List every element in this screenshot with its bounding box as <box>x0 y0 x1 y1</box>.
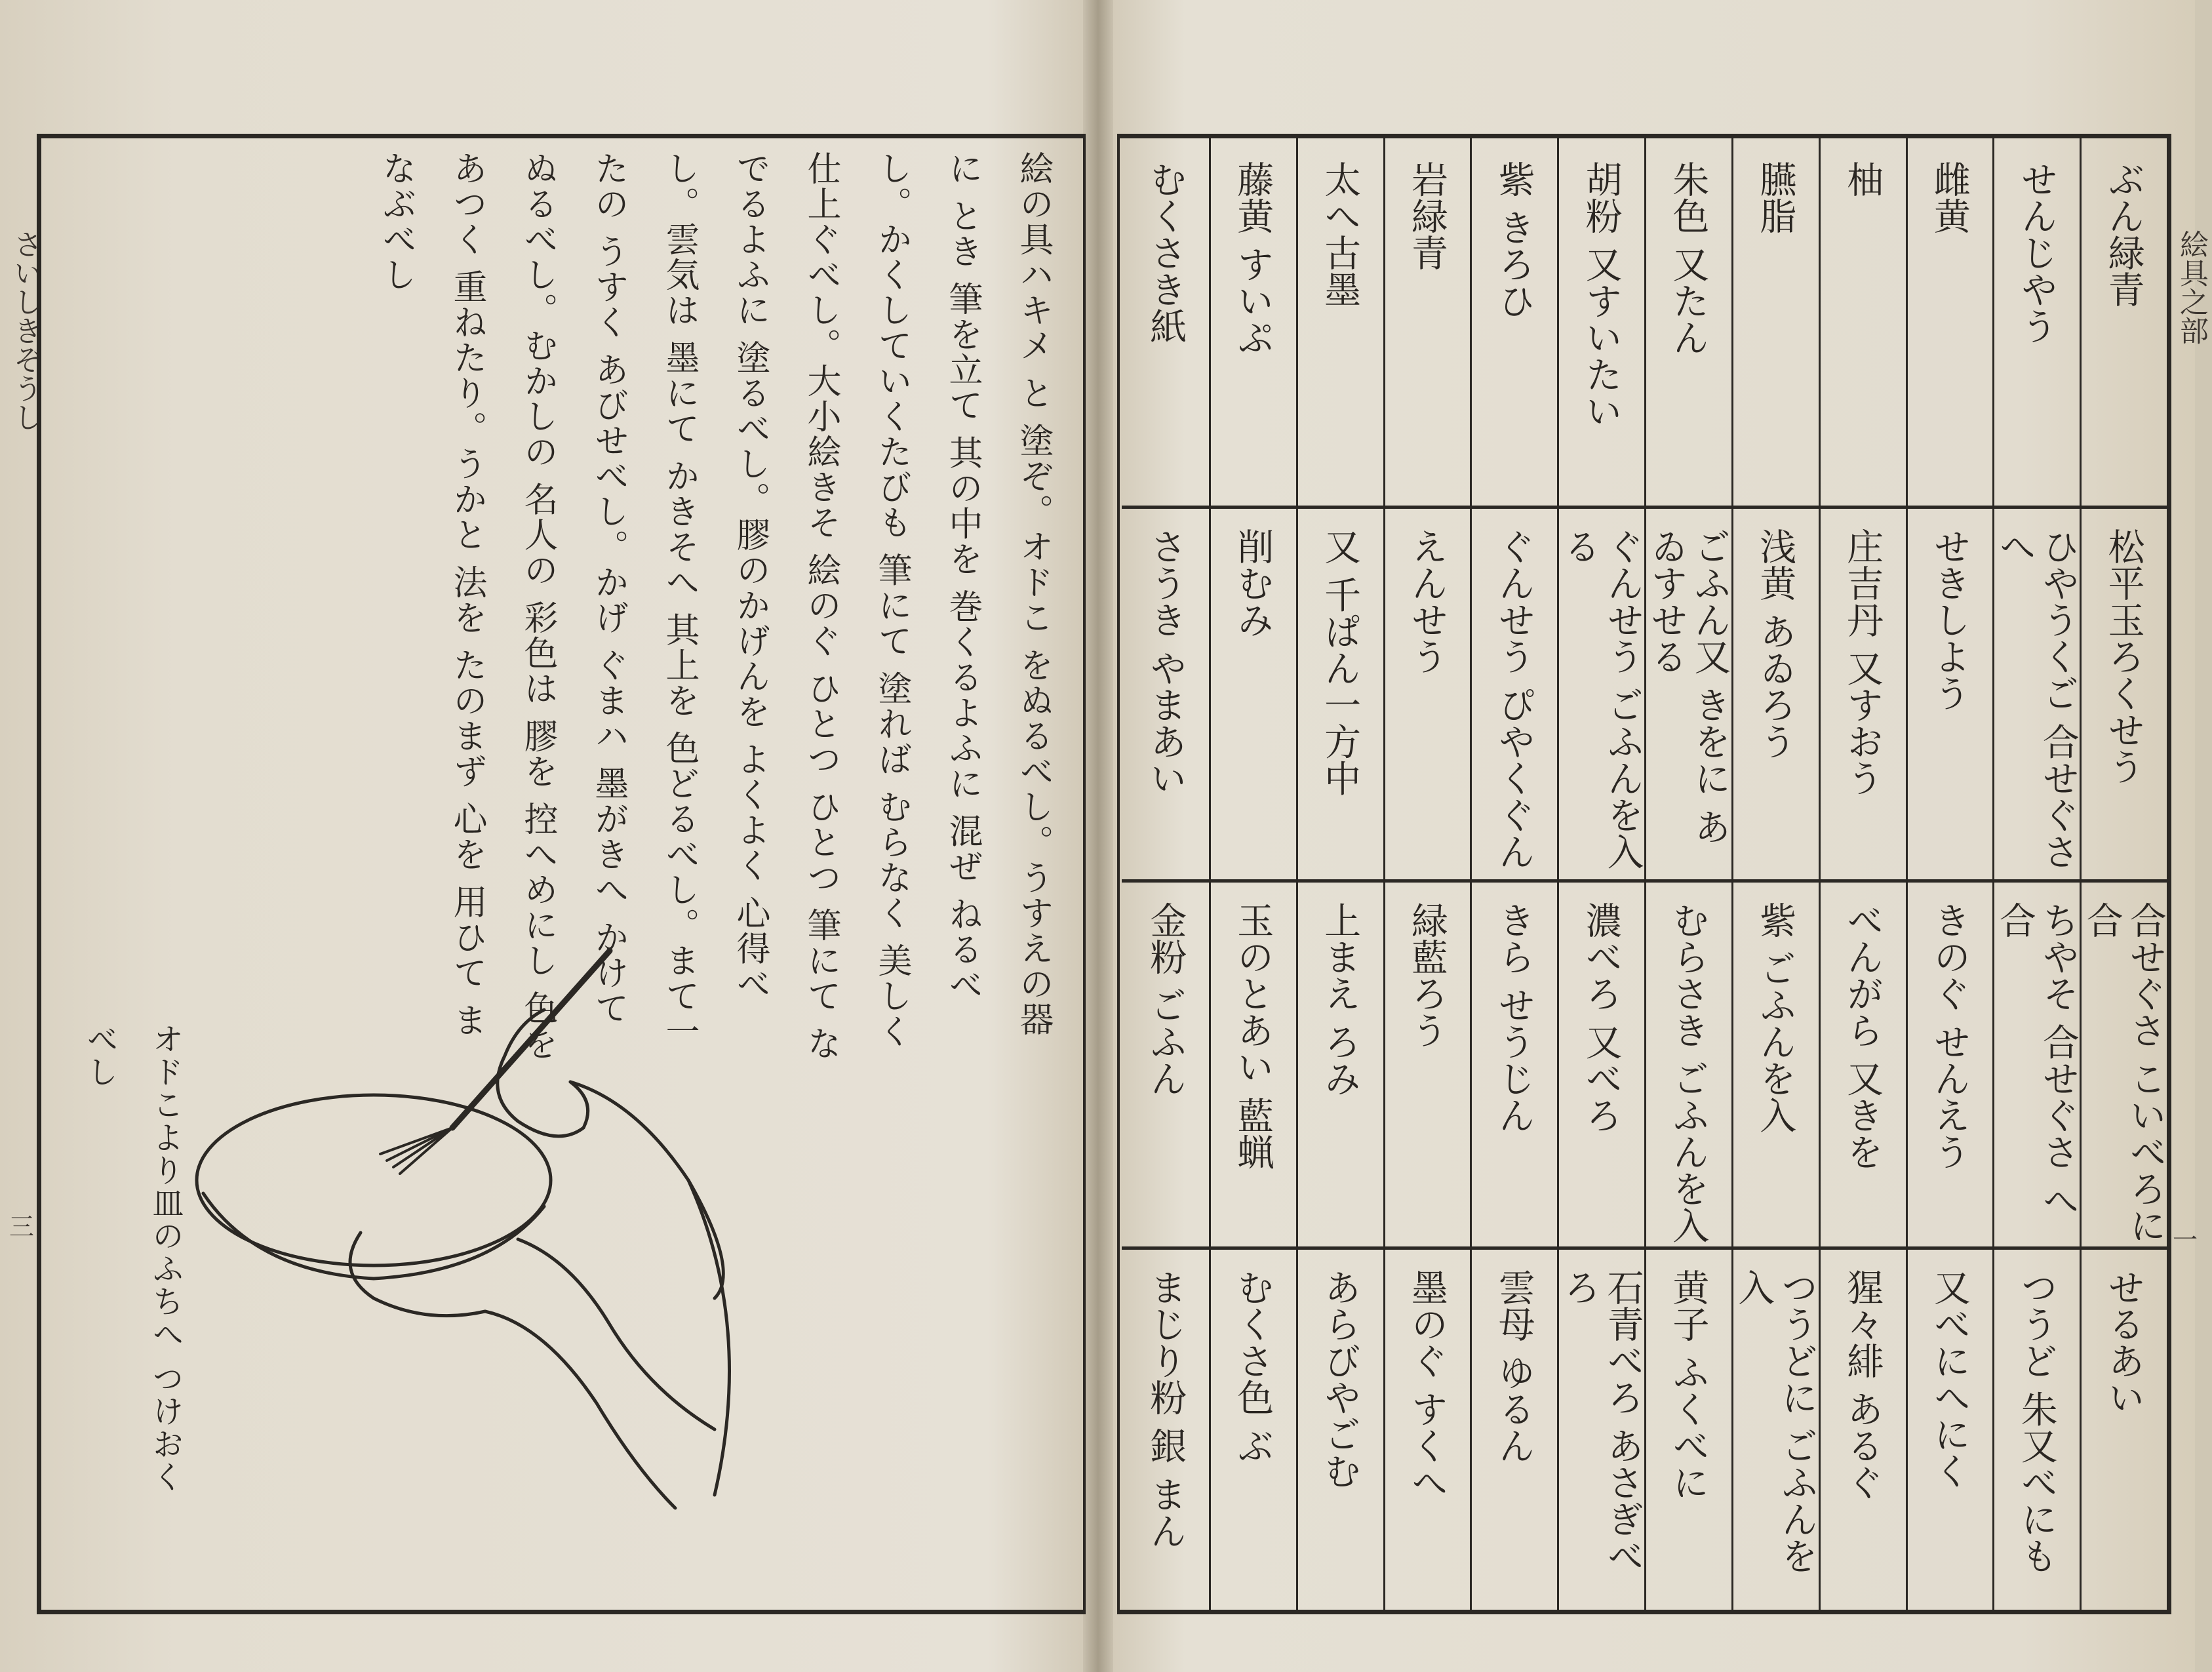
pigment-cell: 緑藍ろう <box>1405 902 1448 1048</box>
pigment-cell: 柚 <box>1841 161 1884 197</box>
pigment-cell: 石青べろ あさぎべろ <box>1558 1269 1644 1574</box>
pigment-cell: むらさき ごふんを入 <box>1667 902 1710 1244</box>
right-folio: 一 <box>2173 1225 2198 1254</box>
pigment-cell: 浅黄 あゐろう <box>1754 528 1797 760</box>
upper-sleeve <box>570 1082 723 1298</box>
pigment-cell: まじり粉 銀 まん <box>1144 1269 1187 1549</box>
pigment-cell: せんじやう <box>2015 161 2058 344</box>
pigment-cell: 松平玉ろくせう <box>2102 528 2145 785</box>
pigment-cell: むくさき紙 <box>1144 161 1187 344</box>
pigment-cell: 墨のぐ すくへ <box>1405 1269 1448 1501</box>
brush-and-dish-illustration <box>177 931 767 1521</box>
pigment-cell: せるあい <box>2102 1269 2145 1416</box>
pigment-cell: きのぐ せんえう <box>1927 902 1971 1170</box>
illustration-caption: オドこより皿のふちへ つけおくべし <box>81 1023 184 1494</box>
pigment-table <box>1122 138 2167 1610</box>
pigment-cell: つうど 朱又べにも <box>2015 1269 2058 1574</box>
pigment-cell: 紫 ごふんを入 <box>1754 902 1797 1134</box>
pigment-cell: 藤黄 すいぷ <box>1231 161 1274 356</box>
pigment-cell: 岩緑青 <box>1405 161 1448 271</box>
right-margin-title: 絵具之部 <box>2175 229 2208 345</box>
pigment-cell: 上まえ ろみ <box>1318 902 1362 1097</box>
pigment-cell: さうき やまあい <box>1144 528 1187 797</box>
pigment-cell: 猩々緋 あるぐ <box>1841 1269 1884 1501</box>
pigment-cell: 濃べろ 又べろ <box>1579 902 1623 1134</box>
instruction-text: 絵の具ハキメ と 塗ぞ。オドこ をぬるべし。うすえの器に とき 筆を立て 其の中を 巻くるよふに 混ぜ ねるべし。かくしていくたびも 筆にて 塗れば むらなく 美しく仕上ぐべし。大小絵きそ 絵のぐ ひとつ ひとつ 筆にて なでるよふに 塗るべし。膠のかげんを よくよく 心得べし。雲気は 墨にて かきそへ 其上を 色どるべし。まて一たの うすく あびせべし。かげ ぐまハ 墨がきへ かけて ぬるべし。むかしの 名人の 彩色は 膠を 控へめにし 色を あつく 重ねたり。うかと 法を たのまず 心を 用ひて まなぶべし <box>376 151 1053 1062</box>
pigment-cell: 庄吉丹 又すおう <box>1841 528 1884 797</box>
pigment-cell: きら せうじん <box>1492 902 1535 1134</box>
brush-tip <box>380 1128 452 1174</box>
pigment-cell: ぐんせう ごふんを入る <box>1558 528 1644 870</box>
pigment-cell: ちやそ 合せぐさ へ合 <box>1993 902 2080 1219</box>
pigment-cell: 雌黄 <box>1927 161 1971 234</box>
pigment-cell: つうどに ごふんを入 <box>1732 1269 1819 1574</box>
pigment-cell: あらびやごむ <box>1318 1269 1362 1489</box>
pigment-cell: 黄子 ふくべに <box>1667 1269 1710 1501</box>
pigment-cell: 雲母 ゆるん <box>1492 1269 1535 1464</box>
pigment-cell: むくさ色 ぶ <box>1231 1269 1274 1464</box>
pigment-cell: ぐんせう ぴやくぐん <box>1492 528 1535 870</box>
pigment-cell: 臙脂 <box>1754 161 1797 234</box>
pigment-cell: せきしよう <box>1927 528 1971 711</box>
pigment-cell: 太へ古墨 <box>1318 161 1362 308</box>
pigment-cell: 紫 きろひ <box>1492 161 1535 319</box>
right-page <box>1108 0 2208 1672</box>
pigment-cell: 朱色 又たん <box>1667 161 1710 356</box>
pigment-cell: 削むみ <box>1231 528 1274 638</box>
pigment-cell: 又べにへにく <box>1927 1269 1971 1489</box>
pigment-cell: 胡粉 又すいたい <box>1579 161 1623 429</box>
left-folio: 三 <box>9 1212 35 1241</box>
pigment-cell: ぶん緑青 <box>2102 161 2145 308</box>
sleeve-fold <box>518 1239 715 1429</box>
lower-sleeve <box>485 1311 675 1508</box>
pigment-cell: ひやうくご 合せぐさ へ <box>1993 528 2080 870</box>
robe-edge <box>688 1180 730 1495</box>
pigment-cell: 玉のとあい 藍蝋 <box>1231 902 1274 1170</box>
pigment-cell: べんがら 又きを <box>1841 902 1884 1170</box>
left-page <box>0 0 1088 1672</box>
pigment-cell: 金粉 ごふん <box>1144 902 1187 1097</box>
pigment-cell: えんせう <box>1405 528 1448 675</box>
pigment-cell: 合せぐさ こいべろに合 <box>2080 902 2167 1244</box>
pigment-cell: 又 千ぱん一方中 <box>1318 528 1362 797</box>
left-margin-title: さいしきぞうし <box>9 229 42 431</box>
pigment-cell: ごふん又 きをに あゐすせる <box>1645 528 1731 845</box>
